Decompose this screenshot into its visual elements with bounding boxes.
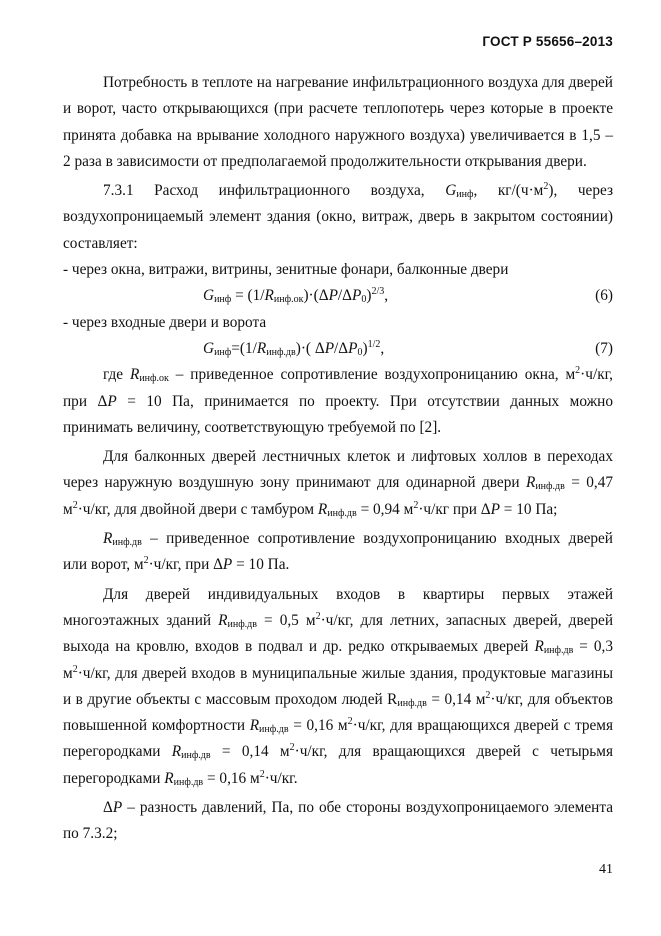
page-body	[63, 70, 613, 848]
paragraph-door-types: Для дверей индивидуальных входов в квартиры первых этажей многоэтажных зданий $R_{инф.дв} = 0,5$ $м^2\cdot ч/кг$, для летних, запасных дверей, дверей выхода на кровлю, входов в подвал и др. редко открываемых дверей $R_{инф.дв} = 0,3$ $м^2\cdot ч/кг$, для дверей входов в муниципальные жилые здания, продуктовые магазины и в другие объекты с массовым проходом людей $R_{инф.дв} = 0,14$ $м^2\cdot ч/кг$, для объектов повышенной комфортности $R_{инф.дв} = 0,16$ $м^2\cdot ч/кг$, для вращающихся дверей с тремя перегородками $R_{инф.дв} = 0,14$ $м^2\cdot ч/кг$, для вращающихся дверей с четырьмя перегородками $R_{инф.дв} = 0,16$ $м^2\cdot ч/кг$.	[63, 585, 614, 788]
paragraph-r-inf-dv: $R_{инф.дв}$ – приведенное сопротивление воздухопроницанию входных дверей или ворот, $м^2\cdot ч/кг$, при ΔP = 10 Па.	[63, 530, 613, 574]
list-item-windows: - через окна, витражи, витрины, зенитные фонари, балконные двери	[63, 261, 509, 279]
list-item-entrance-doors: - через входные двери и ворота	[63, 313, 267, 331]
paragraph-balcony-doors: Для балконных дверей лестничных клеток и лифтовых холлов в переходах через наружную воздушную зону принимают для одинарной двери $R_{инф.дв} = 0,47$ $м^2\cdot ч/кг$, для двойной двери с тамбуром $R_{инф.дв} = 0,94$ $м^2\cdot ч/кг$ при ΔP = 10 Па;	[63, 448, 614, 519]
paragraph-where: где $R_{инф.ок}$ – приведенное сопротивление воздухопроницанию окна, $м^2\cdot ч/кг$, при ΔP = 10 Па, принимается по проекту. При отсутствии данных можно принимать величину, соответствующую требуемой по [2].	[63, 365, 614, 436]
page-number: 41	[599, 862, 613, 877]
document-id-header: ГОСТ Р 55656–2013	[482, 34, 613, 49]
formula-7-number: (7)	[595, 339, 613, 357]
formula-7	[63, 336, 613, 362]
formula-7-body: $G_{инф}=(1/R_{инф.дв})\cdot$( $\Delta P/\Delta P_0)^{1/2}$,	[203, 338, 385, 358]
paragraph-7-3-1: 7.3.1 Расход инфильтрационного воздуха, $G_{инф}$, $кг/(ч\cdot м^2)$, через воздухопроницаемый элемент здания (окно, витраж, дверь в закрытом состоянии) составляет:	[63, 181, 613, 252]
formula-6-number: (6)	[595, 287, 613, 305]
formula-6	[63, 283, 613, 309]
paragraph-heat-demand: Потребность в теплоте на нагревание инфильтрационного воздуха для дверей и ворот, часто открывающихся (при расчете теплопотерь через которые в проекте принята добавка на врывание холодного наружного воздуха) увеличивается в 1,5 – 2 раза в зависимости от предполагаемой продолжительности открывания двери.	[63, 74, 613, 170]
formula-6-body: $G_{инф} = (1/R_{инф.ок})\cdot(\Delta P/\Delta P_0)^{2/3}$,	[203, 286, 389, 306]
paragraph-delta-p: ΔP – разность давлений, Па, по обе стороны воздухопроницаемого элемента по 7.3.2;	[63, 799, 613, 843]
